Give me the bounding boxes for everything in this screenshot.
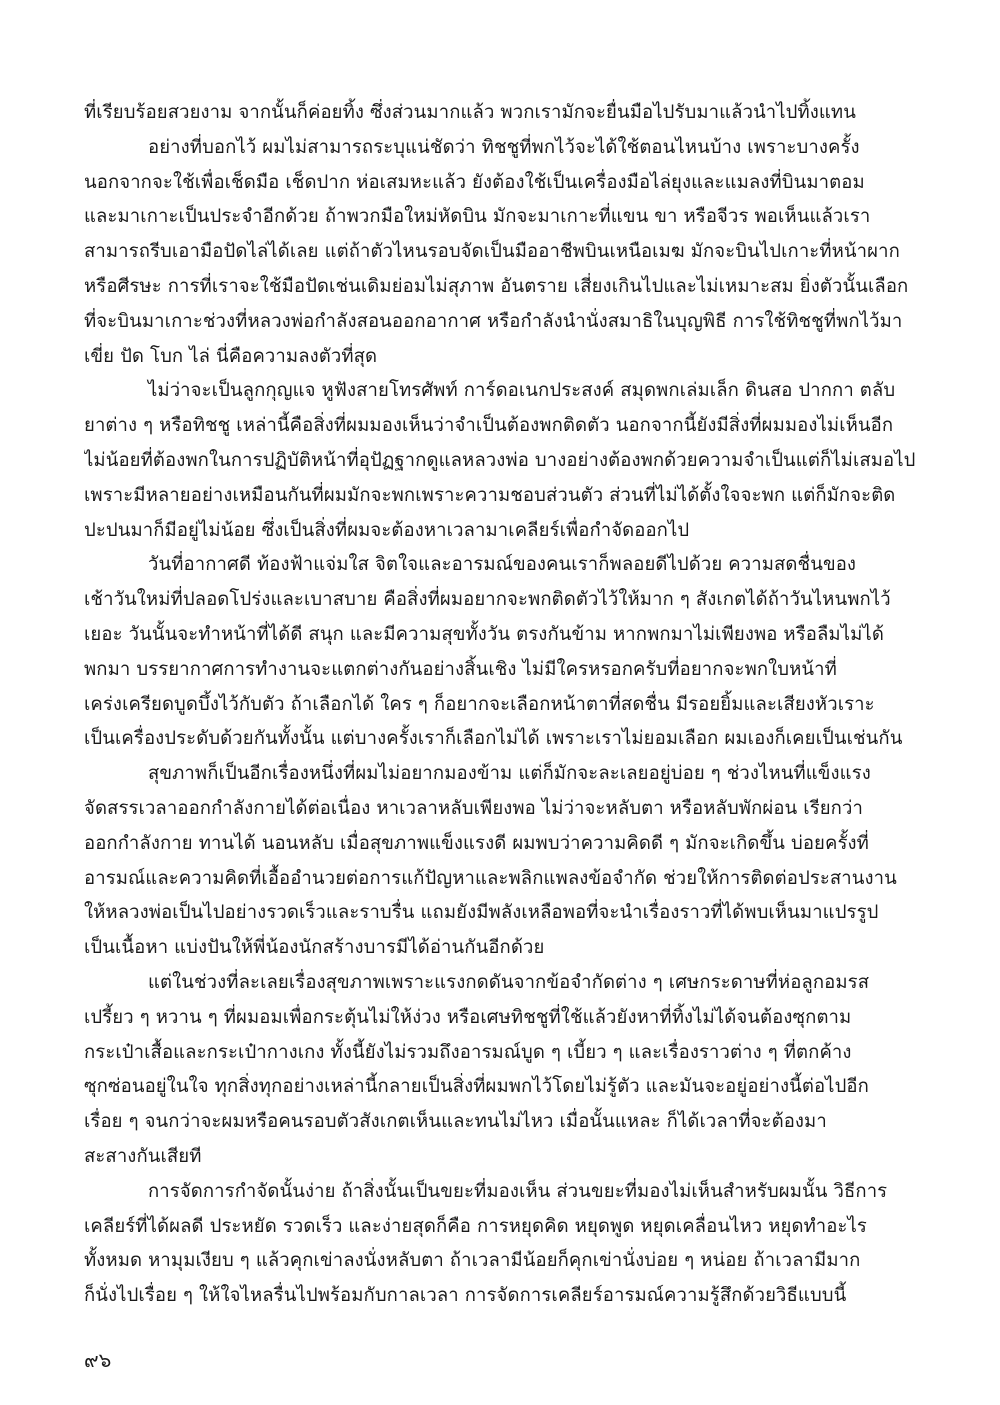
text-line: สุขภาพก็เป็นอีกเรื่องหนึ่งที่ผมไม่อยากมองข้าม แต่ก็มักจะละเลยอยู่บ่อย ๆ ช่วงไหนที่แข็งแรง	[148, 763, 871, 785]
text-line: เคลียร์ที่ได้ผลดี ประหยัด รวดเร็ว และง่ายสุดก็คือ การหยุดคิด หยุดพูด หยุดเคลื่อนไหว หยุดทำอะไร	[84, 1215, 867, 1237]
text-line: ปะปนมาก็มีอยู่ไม่น้อย ซึ่งเป็นสิ่งที่ผมจะต้องหาเวลามาเคลียร์เพื่อกำจัดออกไป	[84, 519, 690, 541]
text-line: ออกกำลังกาย ทานได้ นอนหลับ เมื่อสุขภาพแข็งแรงดี ผมพบว่าความคิดดี ๆ มักจะเกิดขึ้น บ่อยครั้งที่	[84, 832, 869, 854]
text-line: ไม่ว่าจะเป็นลูกกุญแจ หูฟังสายโทรศัพท์ การ์ดอเนกประสงค์ สมุดพกเล่มเล็ก ดินสอ ปากกา ตลับ	[148, 380, 896, 402]
text-line: อารมณ์และความคิดที่เอื้ออำนวยต่อการแก้ปัญหาและพลิกแพลงข้อจำกัด ช่วยให้การติดต่อประสานงาน	[84, 867, 897, 889]
text-line: เยอะ วันนั้นจะทำหน้าที่ได้ดี สนุก และมีความสุขทั้งวัน ตรงกันข้าม หากพกมาไม่เพียงพอ หรือลืมไม่ได้	[84, 623, 884, 645]
text-line: อย่างที่บอกไว้ ผมไม่สามารถระบุแน่ชัดว่า ทิชชูที่พกไว้จะได้ใช้ตอนไหนบ้าง เพราะบางครั้ง	[148, 136, 860, 158]
text-line: การจัดการกำจัดนั้นง่าย ถ้าสิ่งนั้นเป็นขยะที่มองเห็น ส่วนขยะที่มองไม่เห็นสำหรับผมนั้น วิธีการ	[148, 1180, 888, 1202]
text-line: ที่เรียบร้อยสวยงาม จากนั้นก็ค่อยทิ้ง ซึ่งส่วนมากแล้ว พวกเรามักจะยื่นมือไปรับมาแล้วนำไปทิ้งแทน	[84, 102, 856, 123]
text-line: กระเป๋าเสื้อและกระเป๋ากางเกง ทั้งนี้ยังไม่รวมถึงอารมณ์บูด ๆ เบี้ยว ๆ และเรื่องราวต่าง ๆ ที่ตกค้าง	[84, 1041, 852, 1063]
text-line: ทั้งหมด หามุมเงียบ ๆ แล้วคุกเข่าลงนั่งหลับตา ถ้าเวลามีน้อยก็คุกเข่านั่งบ่อย ๆ หน่อย ถ้าเวลามีมาก	[84, 1250, 861, 1272]
text-line: และมาเกาะเป็นประจำอีกด้วย ถ้าพวกมือใหม่หัดบิน มักจะมาเกาะที่แขน ขา หรือจีวร พอเห็นแล้วเรา	[84, 206, 871, 228]
text-line: ให้หลวงพ่อเป็นไปอย่างรวดเร็วและราบรื่น แถมยังมีพลังเหลือพอที่จะนำเรื่องราวที่ได้พบเห็นมาแปรรูป	[84, 902, 879, 924]
text-line: วันที่อากาศดี ท้องฟ้าแจ่มใส จิตใจและอารมณ์ของคนเราก็พลอยดีไปด้วย ความสดชื่นของ	[148, 554, 857, 576]
text-line: จัดสรรเวลาออกกำลังกายได้ต่อเนื่อง หาเวลาหลับเพียงพอ ไม่ว่าจะหลับตา หรือหลับพักผ่อน เรียกว่า	[84, 797, 863, 819]
text-line: ซุกซ่อนอยู่ในใจ ทุกสิ่งทุกอย่างเหล่านี้กลายเป็นสิ่งที่ผมพกไว้โดยไม่รู้ตัว และมันจะอยู่อย่างนี้ต่อไปอีก	[84, 1076, 869, 1098]
text-line: พกมา บรรยากาศการทำงานจะแตกต่างกันอย่างสิ้นเชิง ไม่มีใครหรอกครับที่อยากจะพกใบหน้าที่	[84, 658, 837, 680]
text-line: เปรี้ยว ๆ หวาน ๆ ที่ผมอมเพื่อกระตุ้นไม่ให้ง่วง หรือเศษทิชชูที่ใช้แล้วยังหาที่ทิ้งไม่ได้จนต้องซุกตาม	[84, 1006, 852, 1028]
text-line: เป็นเนื้อหา แบ่งปันให้พี่น้องนักสร้างบารมีได้อ่านกันอีกด้วย	[84, 937, 545, 959]
text-line: หรือศีรษะ การที่เราจะใช้มือปัดเช่นเดิมย่อมไม่สุภาพ อันตราย เสี่ยงเกินไปและไม่เหมาะสม ยิ่งตัวนั้นเลือก	[84, 275, 909, 297]
text-line: นอกจากจะใช้เพื่อเช็ดมือ เช็ดปาก ห่อเสมหะแล้ว ยังต้องใช้เป็นเครื่องมือไล่ยุงและแมลงที่บินมาตอม	[84, 171, 865, 193]
text-line: ที่จะบินมาเกาะช่วงที่หลวงพ่อกำลังสอนออกอากาศ หรือกำลังนำนั่งสมาธิในบุญพิธี การใช้ทิชชูที่พกไว้มา	[84, 310, 903, 332]
text-line: ยาต่าง ๆ หรือทิชชู เหล่านี้คือสิ่งที่ผมมองเห็นว่าจำเป็นต้องพกติดตัว นอกจากนี้ยังมีสิ่งที่ผมมองไม่เห็นอีก	[84, 415, 894, 437]
text-line: เขี่ย ปัด โบก ไล่ นี่คือความลงตัวที่สุด	[84, 345, 378, 367]
text-line: ก็นั่งไปเรื่อย ๆ ให้ใจไหลรื่นไปพร้อมกับกาลเวลา การจัดการเคลียร์อารมณ์ความรู้สึกด้วยวิธีแบบนี้	[84, 1285, 847, 1307]
text-line: เรื่อย ๆ จนกว่าจะผมหรือคนรอบตัวสังเกตเห็นและทนไม่ไหว เมื่อนั้นแหละ ก็ได้เวลาที่จะต้องมา	[84, 1111, 827, 1133]
text-line: เช้าวันใหม่ที่ปลอดโปร่งและเบาสบาย คือสิ่งที่ผมอยากจะพกติดตัวไว้ให้มาก ๆ สังเกตได้ถ้าวันไหนพกไว้	[84, 589, 891, 611]
text-line: แต่ในช่วงที่ละเลยเรื่องสุขภาพเพราะแรงกดดันจากข้อจำกัดต่าง ๆ เศษกระดาษที่ห่อลูกอมรส	[148, 971, 870, 993]
text-line: สามารถรีบเอามือปัดไล่ได้เลย แต่ถ้าตัวไหนรอบจัดเป็นมืออาชีพบินเหนือเมฆ มักจะบินไปเกาะที่หน้าผาก	[84, 241, 900, 263]
text-line: เป็นเครื่องประดับด้วยกันทั้งนั้น แต่บางครั้งเราก็เลือกไม่ได้ เพราะเราไม่ยอมเลือก ผมเองก็เคยเป็นเช่นกัน	[84, 728, 903, 750]
text-line: เพราะมีหลายอย่างเหมือนกันที่ผมมักจะพกเพราะความชอบส่วนตัว ส่วนที่ไม่ได้ตั้งใจจะพก แต่ก็มักจะติด	[84, 484, 896, 506]
text-line: ไม่น้อยที่ต้องพกในการปฏิบัติหน้าที่อุปัฏฐากดูแลหลวงพ่อ บางอย่างต้องพกด้วยความจำเป็นแต่ก็ไม่เสมอไป	[84, 449, 916, 471]
text-line: สะสางกันเสียที	[84, 1145, 202, 1167]
body-text	[84, 96, 924, 1314]
page-number: ๙๖	[84, 1348, 112, 1372]
text-line: เคร่งเครียดบูดบึ้งไว้กับตัว ถ้าเลือกได้ ใคร ๆ ก็อยากจะเลือกหน้าตาที่สดชื่น มีรอยยิ้มและเสียงหัวเราะ	[84, 693, 875, 715]
